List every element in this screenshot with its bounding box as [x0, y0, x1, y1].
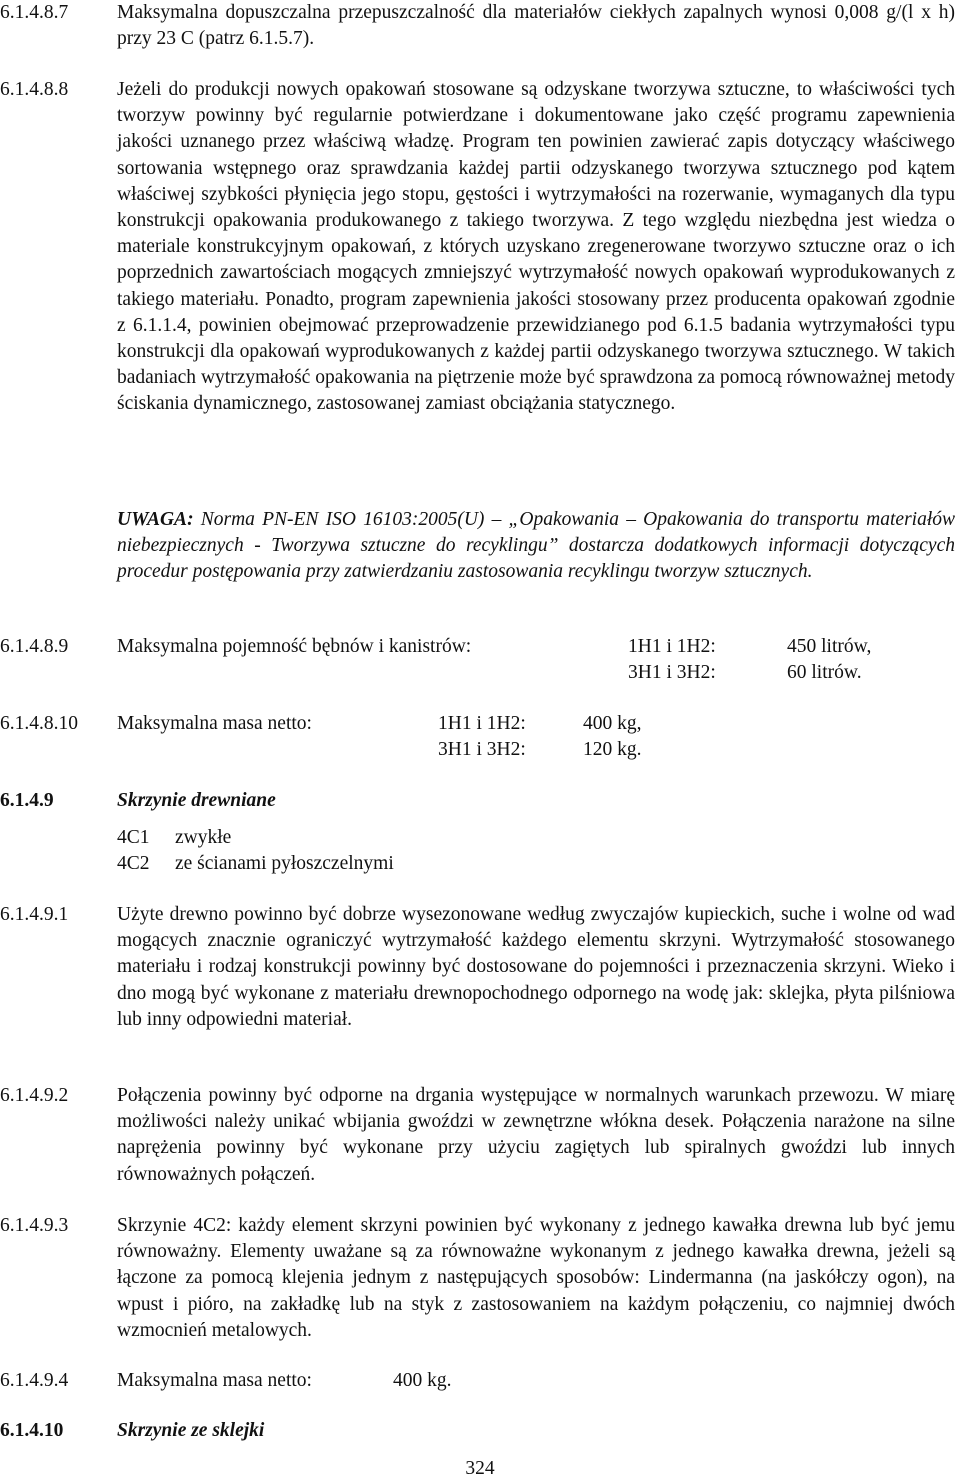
section-number: 6.1.4.8.9 — [0, 636, 69, 657]
mass-value: 400 kg, — [583, 713, 642, 734]
section-number: 6.1.4.9.3 — [0, 1215, 69, 1236]
section-text: Połączenia powinny być odporne na drgania występujące w normalnych warunkach przewozu. W miarę możliwości należy unikać wbijania gwoździ w zewnętrzne włókna desek. Połączenia narażone na silne naprężenia powinny być wykonane przy użyciu zagiętych lub spiralnych gwoździ lub innych równoważnych połączeń. — [117, 1085, 955, 1185]
capacity-value: 450 litrów, — [787, 636, 872, 657]
heading-number: 6.1.4.9 — [0, 790, 54, 811]
mass-label: Maksymalna masa netto: — [117, 1370, 312, 1391]
section-number: 6.1.4.9.1 — [0, 904, 69, 925]
page-number: 324 — [465, 1458, 495, 1479]
capacity-value: 60 litrów. — [787, 662, 862, 683]
packaging-type: 1H1 i 1H2: — [628, 636, 716, 657]
section-number: 6.1.4.8.10 — [0, 713, 78, 734]
section-text: Jeżeli do produkcji nowych opakowań stosowane są odzyskane tworzywa sztuczne, to właściwości tych tworzyw powinny być regularnie potwierdzane i dokumentowane jako część programu zapewnienia jakości uznanego przez właściwą władzę. Program ten powinien zawierać zapis dotyczący właściwego sortowania wstępnego oraz sprawdzania każdej partii odzyskanego tworzywa sztucznego pod kątem właściwej szybkości płynięcia jego stopu, gęstości i wytrzymałości na rozerwanie, wymaganych dla typu konstrukcji opakowania produkowanego z takiego tworzywa. Z tego względu niezbędna jest wiedza o materiale konstrukcyjnym opakowań, z których uzyskano zregenerowane tworzywo sztuczne oraz o ich poprzednich zawartościach mogących zmniejszyć wytrzymałość nowych opakowań wyprodukowanych z takiego materiału. Ponadto, program zapewnienia jakości stosowany przez producenta opakowań zgodnie z 6.1.1.4, powinien obejmować przeprowadzenie przewidzianego pod 6.1.5 badania wytrzymałości typu konstrukcji dla opakowań wyprodukowanych z każdej partii odzyskanego tworzywa sztucznego. W takich badaniach wytrzymałość opakowania na piętrzenie może być sprawdzona za pomocą równoważnej metody ściskania dynamicznego, zastosowanej zamiast obciążania statycznego. — [117, 79, 955, 415]
note-label: UWAGA: — [117, 509, 194, 530]
capacity-label: Maksymalna pojemność bębnów i kanistrów: — [117, 636, 472, 657]
note-text: Norma PN-EN ISO 16103:2005(U) – „Opakowania – Opakowania do transportu materiałów niebezpiecznych - Tworzywa sztuczne do recyklingu” dostarcza dodatkowych informacji dotyczących procedur postępowania przy zatwierdzaniu zastosowania recyklingu tworzyw sztucznych. — [117, 509, 956, 583]
heading-number: 6.1.4.10 — [0, 1420, 64, 1441]
packaging-type: 3H1 i 3H2: — [438, 739, 526, 760]
section-text: Skrzynie 4C2: każdy element skrzyni powinien być wykonany z jednego kawałka drewna lub być jemu równoważny. Elementy uważane są za równoważne wykonanym z jednego kawałka drewna, jeżeli są łączone za pomocą klejenia jednym z następujących sposobów: Lindermanna (na jaskółczy ogon), na wpust i pióro, na zakładkę lub na styk z zastosowaniem na każdym połączeniu, co najmniej dwóch wzmocnień metalowych. — [117, 1215, 955, 1341]
type-description: zwykłe — [175, 827, 232, 848]
section-heading: Skrzynie ze sklejki — [117, 1420, 265, 1441]
packaging-type: 3H1 i 3H2: — [628, 662, 716, 683]
packaging-type: 1H1 i 1H2: — [438, 713, 526, 734]
section-number: 6.1.4.9.2 — [0, 1085, 69, 1106]
section-text: Maksymalna dopuszczalna przepuszczalność dla materiałów ciekłych zapalnych wynosi 0,008 g/(l x h) przy 23 C (patrz 6.1.5.7). — [117, 2, 955, 50]
type-code: 4C1 — [117, 827, 150, 848]
note-paragraph — [117, 507, 955, 586]
mass-value: 400 kg. — [393, 1370, 452, 1391]
mass-value: 120 kg. — [583, 739, 642, 760]
mass-label: Maksymalna masa netto: — [117, 713, 312, 734]
type-code: 4C2 — [117, 853, 150, 874]
section-number: 6.1.4.9.4 — [0, 1370, 69, 1391]
section-heading: Skrzynie drewniane — [117, 790, 276, 811]
section-text: Użyte drewno powinno być dobrze wysezonowane według zwyczajów kupieckich, suche i wolne od wad mogących znacznie ograniczyć wytrzymałość każdego elementu skrzyni. Wytrzymałość stosowanego materiału i rodzaj konstrukcji powinny być dostosowane do pojemności i przeznaczenia skrzyni. Wieko i dno mogą być wykonane z materiału drewnopochodnego odpornego na wodę jak: sklejka, płyta pilśniowa lub inny odpowiedni materiał. — [117, 904, 955, 1030]
section-number: 6.1.4.8.7 — [0, 2, 69, 23]
section-number: 6.1.4.8.8 — [0, 79, 69, 100]
type-description: ze ścianami pyłoszczelnymi — [175, 853, 394, 874]
